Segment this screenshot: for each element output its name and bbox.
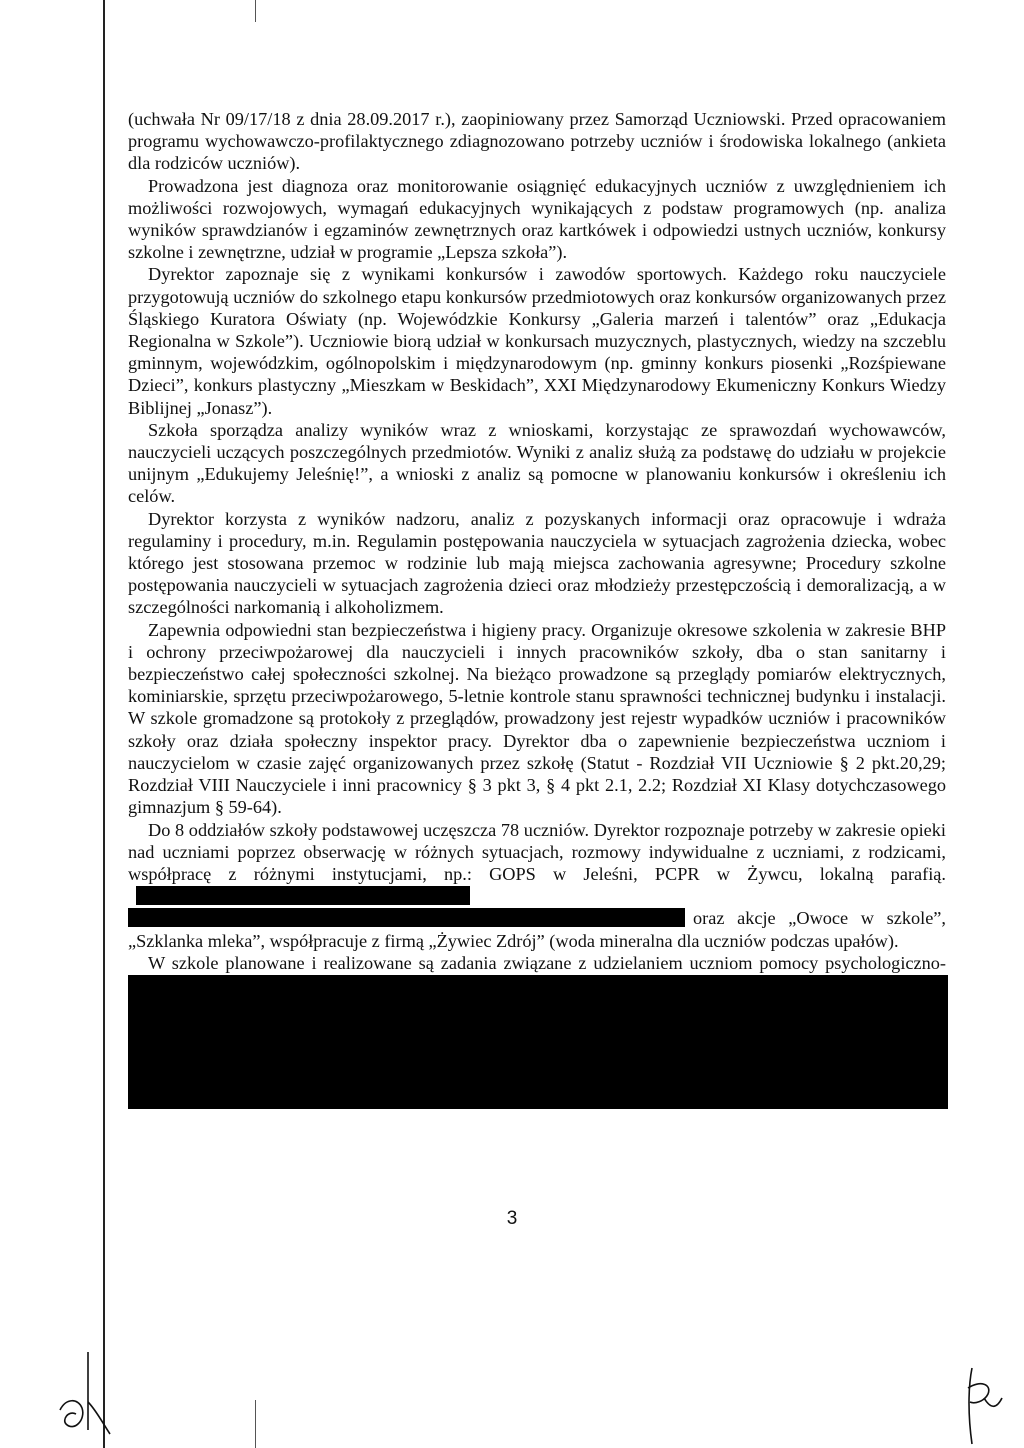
- paragraph-3: Dyrektor zapoznaje się z wynikami konkursów i zawodów sportowych. Każdego roku nauczyciele przygotowują uczniów do szkolnego etapu konkursów przedmiotowych oraz konkursów organizowanych przez Śląskiego Kuratora Oświaty (np. Wojewódzkie Konkursy „Galeria marzeń i talentów” oraz „Edukacja Regionalna w Szkole”). Uczniowie biorą udział w konkursach muzycznych, plastycznych, wiedzy na szczeblu gminnym, wojewódzkim, ogólnopolskim i międzynarodowym (np. gminny konkurs piosenki „Rozśpiewane Dzieci”, konkurs plastyczny „Mieszkam w Beskidach”, XXI Międzynarodowy Ekumeniczny Konkurs Wiedzy Biblijnej „Jonasz”).: [128, 264, 946, 418]
- initials-signature-right: [950, 1358, 1014, 1448]
- paragraph-1: (uchwała Nr 09/17/18 z dnia 28.09.2017 r.), zaopiniowany przez Samorząd Uczniowski. Przed opracowaniem programu wychowawczo-profilaktycznego zdiagnozowano potrzeby uczniów i środowiska lokalnego (ankieta dla rodziców uczniów).: [128, 109, 946, 174]
- scan-edge-line: [103, 0, 105, 1448]
- paragraph-2: Prowadzona jest diagnoza oraz monitorowanie osiągnięć edukacyjnych uczniów z uwzględnieniem ich możliwości rozwojowych, wymagań edukacyjnych wynikających z podstaw programowych (np. analiza wyników sprawdzianów i egzaminów zewnętrznych oraz kartkówek i odpowiedzi ustnych uczniów, konkursy szkolne i zewnętrzne, udział w programie „Lepsza szkoła”).: [128, 175, 946, 263]
- page-number: 3: [506, 1208, 518, 1229]
- paragraph-4: Szkoła sporządza analizy wyników wraz z wnioskami, korzystając ze sprawozdań wychowawców, nauczycieli uczących poszczególnych przedmiotów. Wyniki z analiz służą za podstawę do udziału w projekcie unijnym „Edukujemy Jeleśnię!”, a wnioski z analiz są pomocne w planowaniu konkursów i określeniu ich celów.: [128, 419, 946, 507]
- document-body: [128, 108, 946, 996]
- redaction-bar: [136, 886, 470, 905]
- paragraph-5: Dyrektor korzysta z wyników nadzoru, analiz z pozyskanych informacji oraz opracowuje i wdraża regulaminy i procedury, m.in. Regulamin postępowania nauczyciela w sytuacjach zagrożenia dziecka, wobec którego jest stosowana przemoc w rodzinie lub mają miejsca zachowania agresywne; Procedury szkolne postępowania nauczycieli w sytuacjach zagrożenia dzieci oraz młodzieży przestępczością i demoralizacją, a w szczególności narkomanią i alkoholizmem.: [128, 508, 946, 618]
- scan-mark-bottom: [255, 1400, 256, 1448]
- redaction-block: [128, 975, 948, 1109]
- initials-signature-left: [52, 1348, 116, 1438]
- redaction-bar: [128, 908, 685, 927]
- paragraph-6: Zapewnia odpowiedni stan bezpieczeństwa i higieny pracy. Organizuje okresowe szkolenia w zakresie BHP i ochrony przeciwpożarowej dla nauczycieli i innych pracowników szkoły, dba o stan sanitarny i bezpieczeństwo całej społeczności szkolnej. Na bieżąco prowadzone są przeglądy pomiarów elektrycznych, kominiarskie, sprzętu przeciwpożarowego, 5-letnie kontrole stanu sprawności technicznej budynku i instalacji. W szkole gromadzone są protokoły z przeglądów, prowadzony jest rejestr wypadków uczniów i pracowników szkoły oraz działa społeczny inspektor pracy. Dyrektor dba o zapewnienie bezpieczeństwa uczniom i nauczycielom w czasie zajęć organizowanych przez szkołę (Statut - Rozdział VII Uczniowie § 2 pkt.20,29; Rozdział VIII Nauczyciele i inni pracownicy § 3 pkt 3, § 4 pkt 2.1, 2.2; Rozdział XI Klasy dotychczasowego gimnazjum § 59-64).: [128, 619, 946, 818]
- paragraph-8: W szkole planowane i realizowane są zadania związane z udzielaniem uczniom pomocy psychologiczno-: [148, 952, 946, 973]
- scan-mark-top: [255, 0, 256, 22]
- paragraph-7: [128, 819, 946, 952]
- paragraph-7-text: Do 8 oddziałów szkoły podstawowej uczęszcza 78 uczniów. Dyrektor rozpoznaje potrzeby w zakresie opieki nad uczniami poprzez obserwację w różnych sytuacjach, rozmowy indywidualne z uczniami, z rodzicami, współpracę z różnymi instytucjami, np.: GOPS w Jeleśni, PCPR w Żywcu, lokalną parafią.: [128, 819, 946, 884]
- paragraph-7-continuation: oraz akcje „Owoce w szkole”, „Szklanka mleka”, współpracuje z firmą „Żywiec Zdrój” (woda mineralna dla uczniów podczas upałów).: [128, 908, 946, 951]
